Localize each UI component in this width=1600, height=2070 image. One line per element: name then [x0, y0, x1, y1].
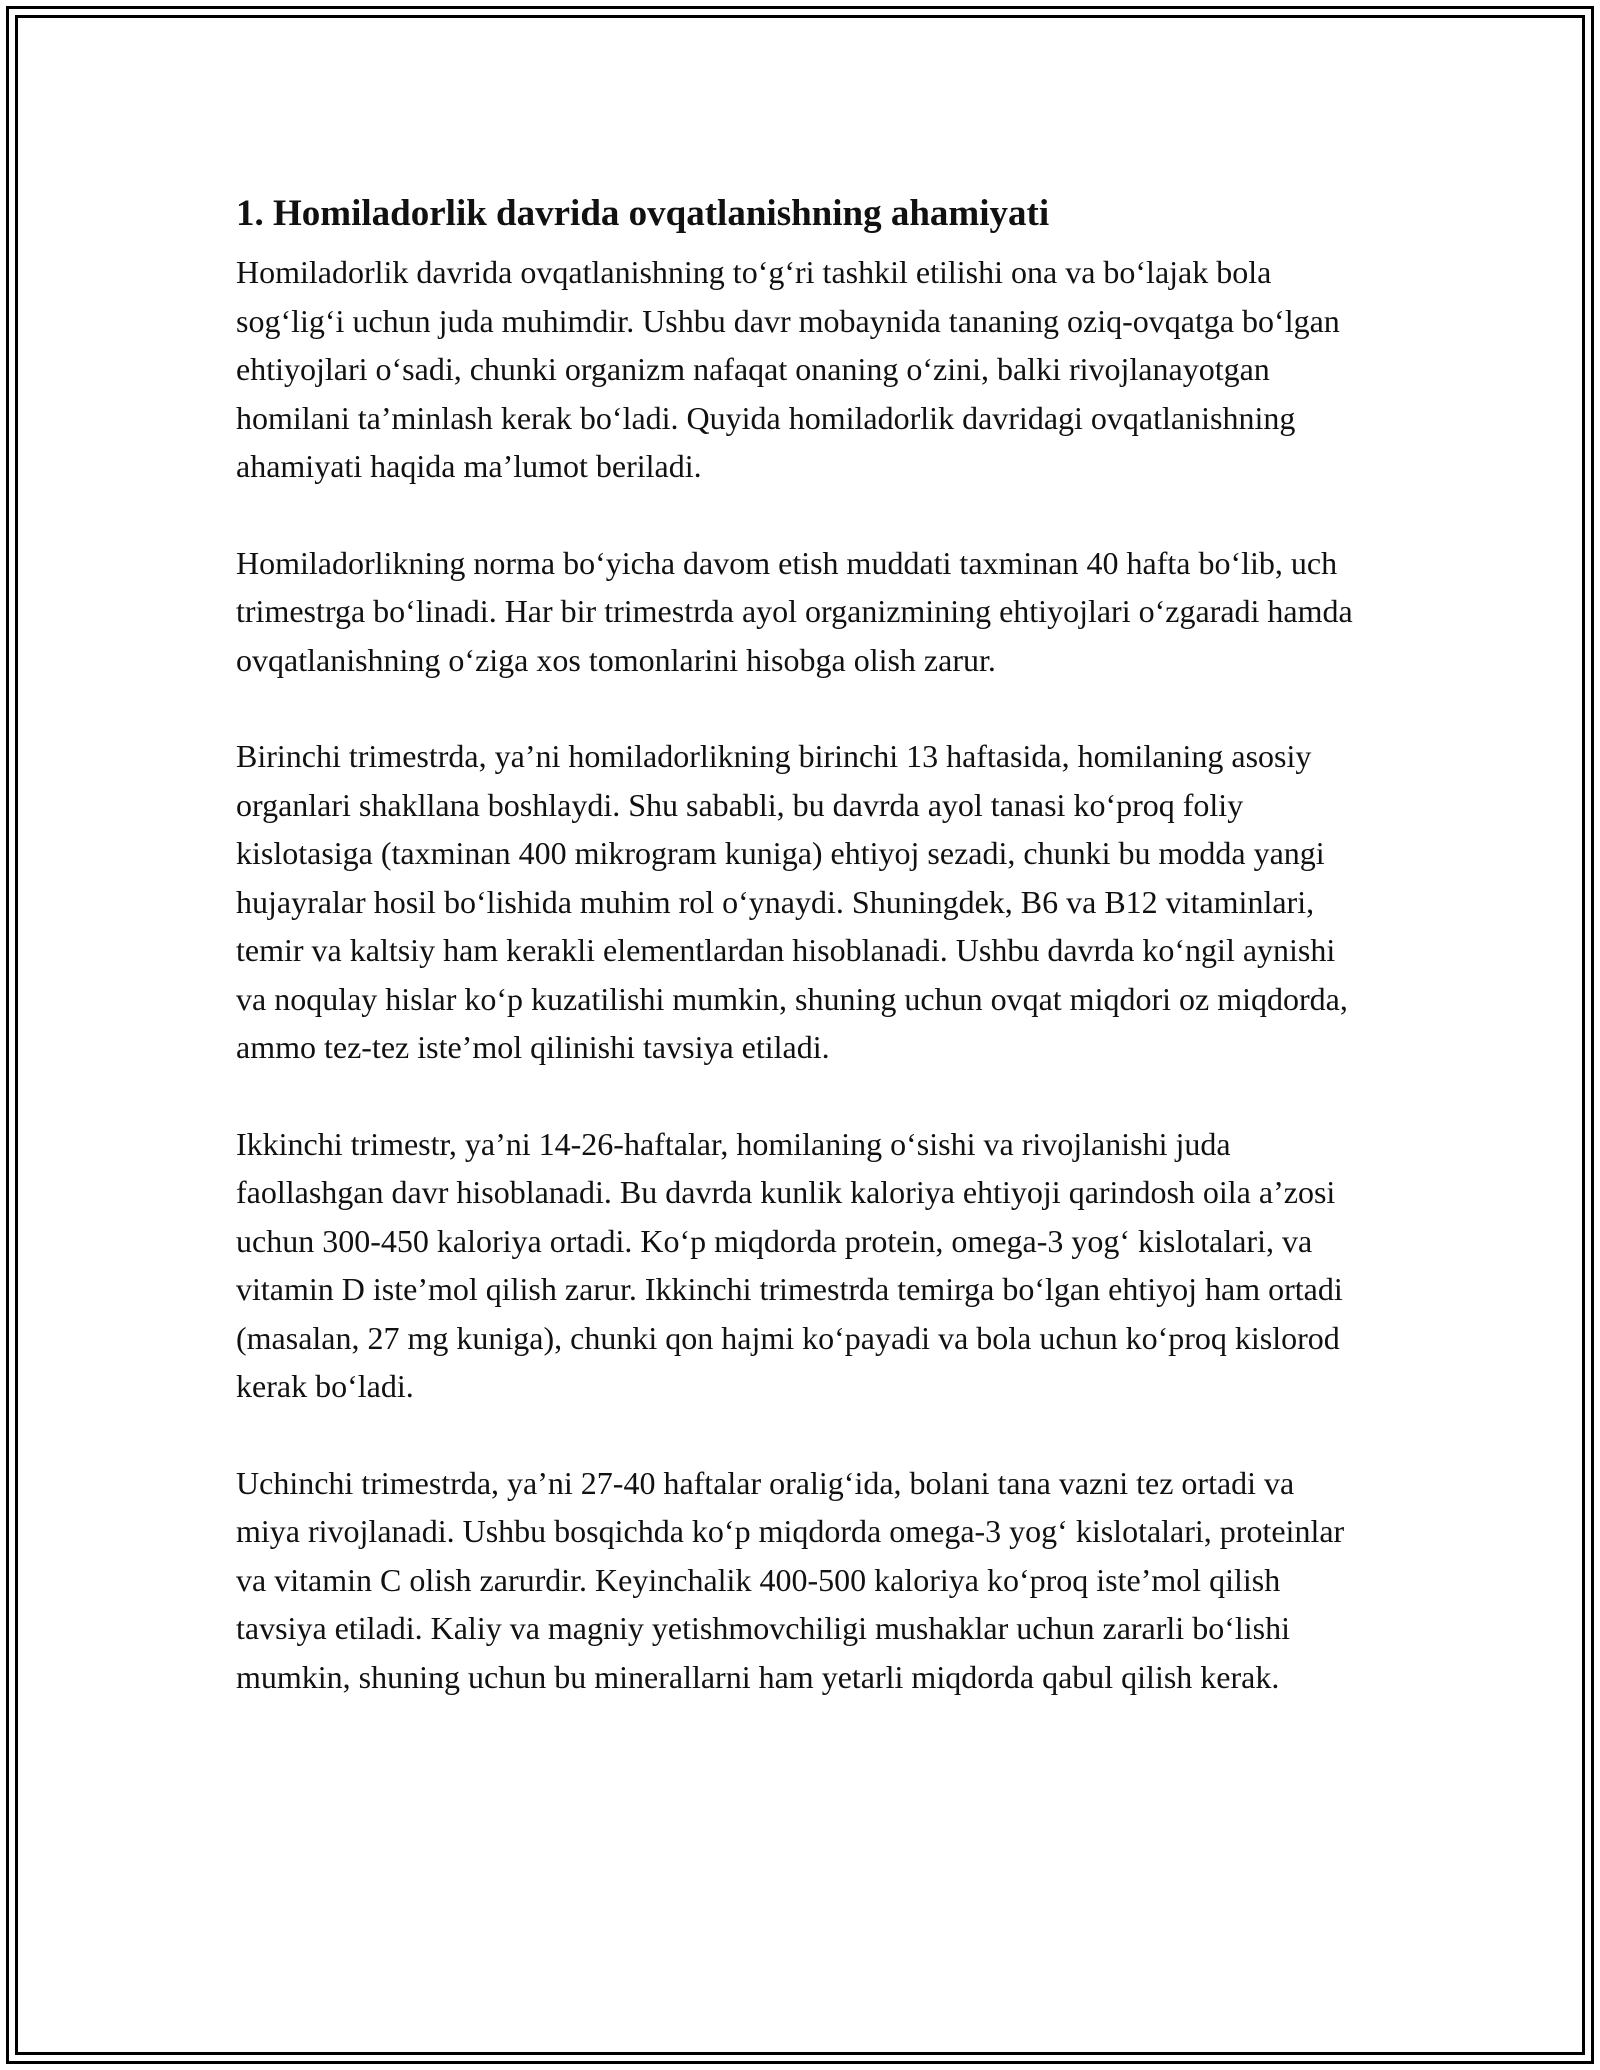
- paragraph-second-trimester: Ikkinchi trimestr, ya’ni 14-26-haftalar, homilaning o‘sishi va rivojlanishi juda faollashgan davr hisoblanadi. Bu davrda kunlik kaloriya ehtiyoji qarindosh oila a’zosi uchun 300-450 kaloriya ortadi. Ko‘p miqdorda protein, omega-3 yog‘ kislotalari, va vitamin D iste’mol qilish zarur. Ikkinchi trimestrda temirga bo‘lgan ehtiyoj ham ortadi (masalan, 27 mg kuniga), chunki qon hajmi ko‘payadi va bola uchun ko‘proq kislorod kerak bo‘ladi.: [236, 1125, 1343, 1404]
- paragraph-intro: Homiladorlik davrida ovqatlanishning to‘g‘ri tashkil etilishi ona va bo‘lajak bola sog‘lig‘i uchun juda muhimdir. Ushbu davr mobaynida tananing oziq-ovqatga bo‘lgan ehtiyojlari o‘sadi, chunki organizm nafaqat onaning o‘zini, balki rivojlanayotgan homilani ta’minlash kerak bo‘ladi. Quyida homiladorlik davridagi ovqatlanishning ahamiyati haqida ma’lumot beriladi.: [236, 254, 1340, 484]
- paragraph-first-trimester: Birinchi trimestrda, ya’ni homiladorlikning birinchi 13 haftasida, homilaning asosiy organlari shakllana boshlaydi. Shu sababli, bu davrda ayol tanasi ko‘proq foliy kislotasiga (taxminan 400 mikrogram kuniga) ehtiyoj sezadi, chunki bu modda yangi hujayralar hosil bo‘lishida muhim rol o‘ynaydi. Shuningdek, B6 va B12 vitaminlari, temir va kaltsiy ham kerakli elementlardan hisoblanadi. Ushbu davrda ko‘ngil aynishi va noqulay hislar ko‘p kuzatilishi mumkin, shuning uchun ovqat miqdori oz miqdorda, ammo tez-tez iste’mol qilinishi tavsiya etiladi.: [236, 738, 1348, 1065]
- paragraph-duration: Homiladorlikning norma bo‘yicha davom etish muddati taxminan 40 hafta bo‘lib, uch trimestrga bo‘linadi. Har bir trimestrda ayol organizmining ehtiyojlari o‘zgaradi hamda ovqatlanishning o‘ziga xos tomonlarini hisobga olish zarur.: [236, 544, 1353, 678]
- paragraph-third-trimester: Uchinchi trimestrda, ya’ni 27-40 haftalar oralig‘ida, bolani tana vazni tez ortadi va miya rivojlanadi. Ushbu bosqichda ko‘p miqdorda omega-3 yog‘ kislotalari, proteinlar va vitamin C olish zarurdir. Keyinchalik 400-500 kaloriya ko‘proq iste’mol qilish tavsiya etiladi. Kaliy va magniy yetishmovchiligi mushaklar uchun zararli bo‘lishi mumkin, shuning uchun bu minerallarni ham yetarli miqdorda qabul qilish kerak.: [236, 1464, 1345, 1695]
- document-body: [236, 186, 1366, 1749]
- section-heading: 1. Homiladorlik davrida ovqatlanishning ahamiyati: [236, 193, 1050, 234]
